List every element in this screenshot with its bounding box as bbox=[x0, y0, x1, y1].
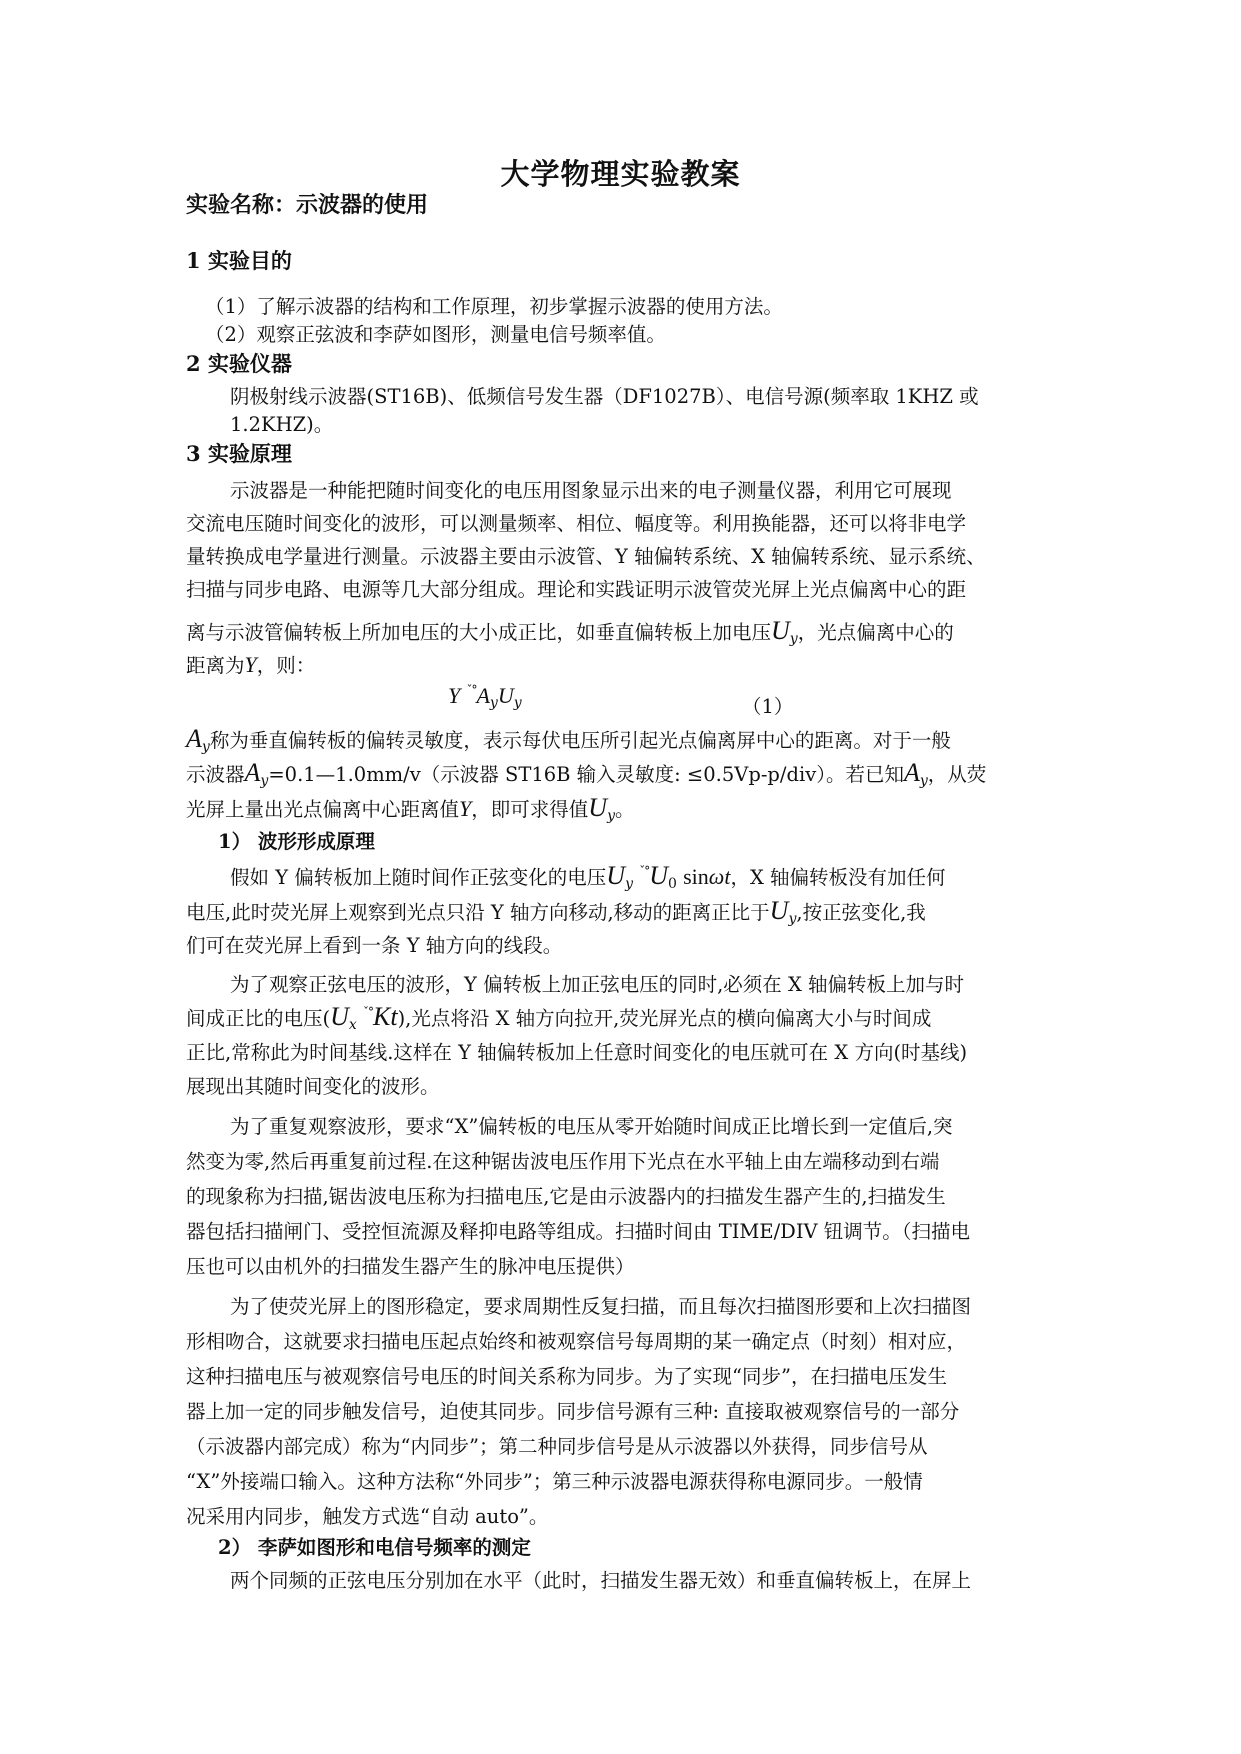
subsection-heading: 1） 波形形成原理 bbox=[218, 830, 375, 853]
paragraph-line: 况采用内同步，触发方式选“自动 auto”。 bbox=[186, 1505, 549, 1528]
paragraph-line: 器包括扫描闸门、受控恒流源及释抑电路等组成。扫描时间由 TIME/DIV 钮调节。（扫描电 bbox=[186, 1220, 971, 1243]
objective-item: （1）了解示波器的结构和工作原理，初步掌握示波器的使用方法。 bbox=[205, 295, 783, 318]
paragraph-line: 两个同频的正弦电压分别加在水平（此时，扫描发生器无效）和垂直偏转板上，在屏上 bbox=[230, 1569, 972, 1592]
paragraph-line: 然变为零,然后再重复前过程.在这种锯齿波电压作用下光点在水平轴上由左端移动到右端 bbox=[186, 1150, 940, 1173]
paragraph-line: 示波器$A_y=0.1—1.0mm/v$（示波器 ST16B 输入灵敏度: ≤0.5Vp-p/div）。若已知$A_y$，从荧 bbox=[186, 758, 987, 789]
paragraph-line: “X”外接端口输入。这种方法称“外同步”；第三种示波器电源获得称电源同步。一般情 bbox=[186, 1470, 923, 1493]
paragraph-line: 压也可以由机外的扫描发生器产生的脉冲电压提供） bbox=[186, 1255, 635, 1278]
doc-title: 大学物理实验教案 bbox=[500, 157, 741, 191]
experiment-name: 实验名称：示波器的使用 bbox=[186, 192, 429, 218]
instrument-line: 阴极射线示波器(ST16B)、低频信号发生器（DF1027B）、电信号源(频率取 1KHZ 或 bbox=[230, 385, 979, 408]
paragraph-line: 示波器是一种能把随时间变化的电压用图象显示出来的电子测量仪器，利用它可展现 bbox=[230, 479, 952, 502]
section-1-heading: 1 实验目的 bbox=[186, 248, 292, 273]
paragraph-line: 器上加一定的同步触发信号，迫使其同步。同步信号源有三种: 直接取被观察信号的一部分 bbox=[186, 1400, 960, 1423]
paragraph-line: 量转换成电学量进行测量。示波器主要由示波管、Y 轴偏转系统、X 轴偏转系统、显示系统、 bbox=[186, 545, 986, 568]
subsection-heading: 2） 李萨如图形和电信号频率的测定 bbox=[218, 1536, 531, 1559]
paragraph-line: 的现象称为扫描,锯齿波电压称为扫描电压,它是由示波器内的扫描发生器产生的,扫描发生 bbox=[186, 1185, 946, 1208]
paragraph-line: $A_y$称为垂直偏转板的偏转灵敏度，表示每伏电压所引起光点偏离屏中心的距离。对于一般 bbox=[186, 724, 951, 755]
paragraph-line: 扫描与同步电路、电源等几大部分组成。理论和实践证明示波管荧光屏上光点偏离中心的距 bbox=[186, 578, 967, 601]
objective-item: （2）观察正弦波和李萨如图形，测量电信号频率值。 bbox=[205, 323, 666, 346]
paragraph-line: 光屏上量出光点偏离中心距离值Y，即可求得值$U_y$。 bbox=[186, 793, 635, 824]
instrument-line: 1.2KHZ)。 bbox=[230, 413, 334, 436]
paragraph-line: 距离为Y，则： bbox=[186, 652, 316, 677]
paragraph-line: 展现出其随时间变化的波形。 bbox=[186, 1075, 440, 1098]
paragraph-line: 交流电压随时间变化的波形，可以测量频率、相位、幅度等。利用换能器，还可以将非电学 bbox=[186, 512, 967, 535]
equation-1: Y $^{ˇ^\circ}A_yU_y$ bbox=[448, 683, 522, 711]
section-2-heading: 2 实验仪器 bbox=[186, 351, 292, 376]
paragraph-line: 为了观察正弦电压的波形，Y 偏转板上加正弦电压的同时,必须在 X 轴偏转板上加与时 bbox=[230, 973, 965, 996]
paragraph-line: 为了使荧光屏上的图形稳定，要求周期性反复扫描，而且每次扫描图形要和上次扫描图 bbox=[230, 1295, 972, 1318]
paragraph-line: 离与示波管偏转板上所加电压的大小成正比，如垂直偏转板上加电压$U_y$，光点偏离中心的 bbox=[186, 616, 954, 647]
paragraph-line: 假如 Y 偏转板加上随时间作正弦变化的电压$U_y$ $^{ˇ^\circ}U_0$ sinωt，X 轴偏转板没有加任何 bbox=[230, 861, 946, 892]
paragraph-line: 间成正比的电压($U_x$ $^{ˇ^\circ}$Kt),光点将沿 X 轴方向拉开,荧光屏光点的横向偏离大小与时间成 bbox=[186, 1002, 932, 1033]
symbol-Y: Y bbox=[244, 652, 257, 677]
section-3-heading: 3 实验原理 bbox=[186, 441, 292, 466]
paragraph-line: 形相吻合，这就要求扫描电压起点始终和被观察信号每周期的某一确定点（时刻）相对应， bbox=[186, 1330, 967, 1353]
equation-number: （1） bbox=[742, 695, 794, 718]
symbol-U: U bbox=[771, 616, 790, 645]
paragraph-line: （示波器内部完成）称为“内同步”；第二种同步信号是从示波器以外获得，同步信号从 bbox=[186, 1435, 928, 1458]
paragraph-line: 为了重复观察波形，要求“X”偏转板的电压从零开始随时间成正比增长到一定值后,突 bbox=[230, 1115, 953, 1138]
paragraph-line: 们可在荧光屏上看到一条 Y 轴方向的线段。 bbox=[186, 934, 563, 957]
paragraph-line: 这种扫描电压与被观察信号电压的时间关系称为同步。为了实现“同步”，在扫描电压发生 bbox=[186, 1365, 947, 1388]
paragraph-line: 正比,常称此为时间基线.这样在 Y 轴偏转板加上任意时间变化的电压就可在 X 方向(时基线) bbox=[186, 1041, 968, 1064]
paragraph-line: 电压,此时荧光屏上观察到光点只沿 Y 轴方向移动,移动的距离正比于$U_y$,按正弦变化,我 bbox=[186, 896, 926, 927]
